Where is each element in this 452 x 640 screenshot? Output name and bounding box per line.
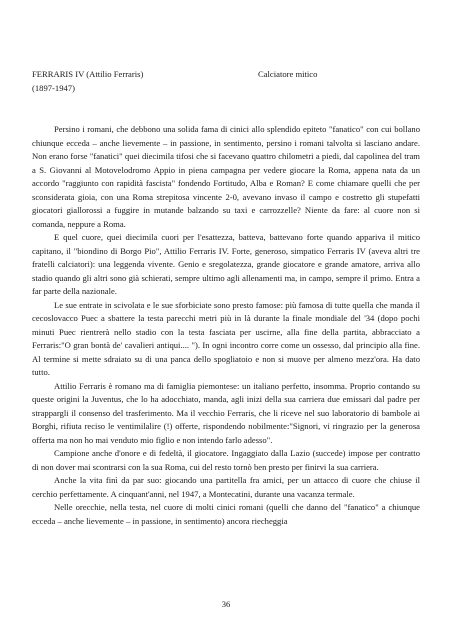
paragraph: Attilio Ferraris è romano ma di famiglia piemontese: un italiano perfetto, insomma. Proprio contando su queste origini la Juventus, che lo ha adocchiato, manda, agli inizi della sua carriera due emissari dal padre per strappargli il consenso del trasferimento. Ma il vecchio Ferraris, che li riceve nel suo laboratorio di bambole ai Borghi, rifiuta reciso le ventimilalire (!) offerte, rispondendo nobilmente:"Signori, vi ringrazio per la generosa offerta ma non ho mai venduto mio figlio e non intendo farlo adesso". bbox=[32, 380, 420, 445]
header-left bbox=[32, 68, 143, 95]
page-number: 36 bbox=[221, 599, 231, 609]
subject-role: Calciatore mitico bbox=[258, 69, 318, 79]
paragraph: Le sue entrate in scivolata e le sue sforbiciate sono presto famose: più famosa di tutte quella che manda il cecoslovacco Puec a sbattere la testa parecchi metri più in là durante la finale mondiale del '34 (dopo pochi minuti Puec rientrerà nello stadio con la testa fasciata per uscirne, alla fine della partita, abbracciato a Ferraris:"O gran bontà de' cavalieri antiqui.... "). In ogni incontro corre come un ossesso, dal principio alla fine. Al termine si mette sdraiato su di una panca dello spogliatoio e non si muove per almeno mezz'ora. Ha dato tutto. bbox=[32, 299, 420, 377]
body-text bbox=[32, 123, 420, 528]
paragraph: E quel cuore, quei diecimila cuori per l'esattezza, batteva, battevano forte quando appariva il mitico capitano, il "biondino di Borgo Pio", Attilio Ferraris IV. Forte, generoso, simpatico Ferraris IV (aveva altri tre fratelli calciatori): una leggenda vivente. Genio e sregolatezza, grande giocatore e grande amatore, arriva allo stadio quando gli altri sono già schierati, sempre ultimo agli allenamenti ma, in campo, sempre il primo. Entra a far parte della nazionale. bbox=[32, 232, 420, 296]
paragraph: Anche la vita finì da par suo: giocando una partitella fra amici, per un attacco di cuore che chiuse il cerchio perfettamente. A cinquant'anni, nel 1947, a Montecatini, durante una vacanza termale. bbox=[32, 475, 420, 499]
subject-years: (1897-1947) bbox=[32, 82, 75, 93]
subject-name: FERRARIS IV (Attilio Ferraris) bbox=[32, 69, 144, 79]
paragraph: Persino i romani, che debbono una solida fama di cinici allo splendido epiteto "fanatico" con cui bollano chiunque ecceda – anche lievemente – in passione, in sentimento, persino i romani talvolta si lasciano andare. Non erano forse "fanatici" quei diecimila tifosi che si facevano quattro chilometri a piedi, dal capolinea del tram a S. Giovanni al Motovelodromo Appio in piena campagna per vedere giocare la Roma, appena nata da un accordo "raggiunto con rapidità fascista" fondendo Fortitudo, Alba e Roman? E come chiamare quelli che per sconsiderata gioia, con una Roma strepitosa vincente 2-0, avevano invaso il campo e costretto gli stupefatti giocatori giallorossi a fuggire in mutande balzando su taxi e carrozzelle? Niente da fare: al cuore non si comanda, neppure a Roma. bbox=[32, 124, 420, 229]
paragraph: Nelle orecchie, nella testa, nel cuore di molti cinici romani (quelli che danno del "fanatico" a chiunque ecceda – anche lievemente – in passione, in sentimento) ancora riecheggia bbox=[32, 502, 420, 526]
paragraph: Campione anche d'onore e di fedeltà, il giocatore. Ingaggiato dalla Lazio (succede) impose per contratto di non dover mai scontrarsi con la sua Roma, cui del resto tornò ben presto per finirvi la sua carriera. bbox=[32, 448, 420, 472]
